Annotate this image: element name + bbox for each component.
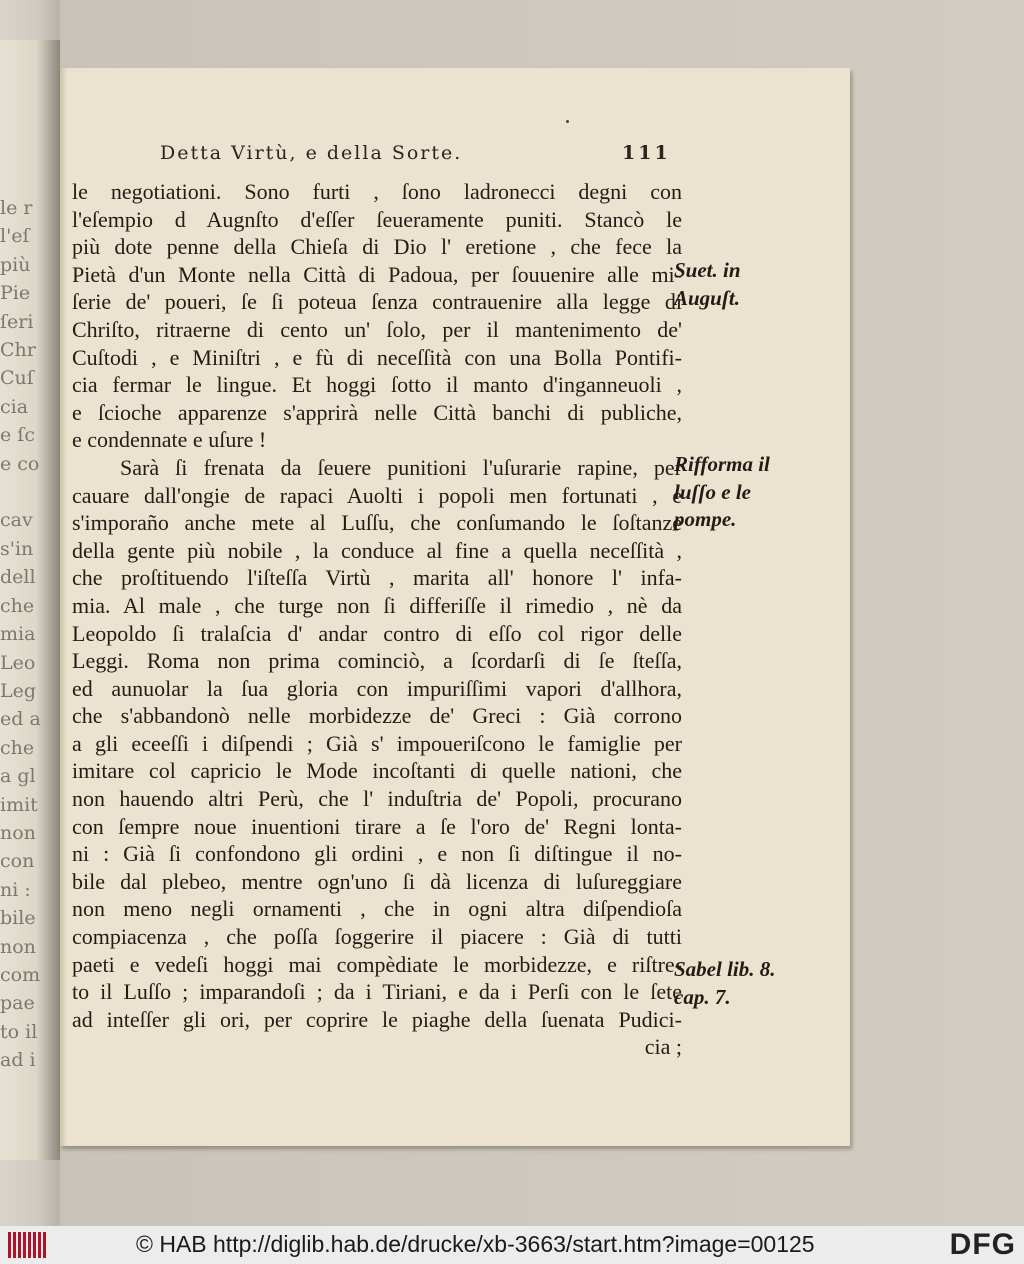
text-line: ſerie de' poueri, ſe ſi poteua ſenza contrauenire alla legge di <box>72 289 682 315</box>
previous-page-fragment: ni : <box>0 878 31 901</box>
text-line: Pietà d'un Monte nella Città di Padoua, per ſouuenire alle mi- <box>72 261 682 287</box>
previous-page-fragment: ad i <box>0 1049 36 1072</box>
book-page <box>60 68 850 1146</box>
previous-page-fragment <box>0 478 60 506</box>
text-line: ed aunuolar la ſua gloria con impuriſſimi vapori d'allhora, <box>72 675 682 701</box>
footer-bar <box>0 1226 1024 1264</box>
text-line: più dote penne della Chieſa di Dio l' eretione , che fece la <box>72 234 682 260</box>
previous-page-fragment: e co <box>0 452 40 475</box>
previous-page-fragment: a gl <box>0 765 36 788</box>
margin-note-line: Rifforma il <box>674 452 770 476</box>
dfg-logo: DFG <box>949 1228 1016 1261</box>
previous-page-fragment: che <box>0 594 35 617</box>
text-line: le negotiationi. Sono furti , ſono ladronecci degni con <box>72 179 682 204</box>
text-line: compiacenza , che poſſa ſoggerire il piacere : Già di tutti <box>72 924 682 950</box>
previous-page-fragment: ed a <box>0 708 41 731</box>
previous-page-fragment: non <box>0 935 36 958</box>
previous-page-text <box>0 194 60 1075</box>
previous-page-fragment: cav <box>0 509 33 532</box>
margin-note-rifforma <box>674 451 770 534</box>
ink-speck <box>566 120 569 123</box>
margin-note-line: Sabel lib. 8. <box>674 957 776 981</box>
copyright-url[interactable]: © HAB http://diglib.hab.de/drucke/xb-3663/start.htm?image=00125 <box>136 1231 815 1257</box>
text-line: non hauendo altri Perù, che l' induſtria de' Popoli, procurano <box>72 786 682 812</box>
text-line: e condennate e uſure ! <box>72 427 267 453</box>
text-line: cauare dall'ongie de rapaci Auolti i popoli men fortunati , e <box>72 482 682 508</box>
hab-logo-icon <box>8 1232 48 1258</box>
previous-page-fragment: bile <box>0 907 36 930</box>
previous-page-fragment: le r <box>0 197 33 219</box>
margin-note-sabellico <box>674 956 776 1011</box>
text-line: della gente più nobile , la conduce al fine a quella neceſſità , <box>72 537 682 563</box>
text-line: s'imporaño anche mete al Luſſu, che conſumando le ſoſtanze <box>72 510 682 536</box>
previous-page-fragment: to il <box>0 1020 38 1043</box>
previous-page-fragment: dell <box>0 566 36 589</box>
text-line: Leopoldo ſi tralaſcia d' andar contro di eſſo col rigor delle <box>72 620 682 646</box>
text-line: imitare col capricio le Mode incoſtanti di quelle nationi, che <box>72 758 682 784</box>
text-line: bile dal plebeo, mentre ogn'uno ſi dà licenza di luſureggiare <box>72 868 682 894</box>
previous-page-fragment: e ſc <box>0 424 35 447</box>
previous-page-fragment: ſeri <box>0 310 34 333</box>
text-line: Chriſto, ritraerne di cento un' ſolo, per il mantenimento de' <box>72 316 682 342</box>
previous-page-fragment: non <box>0 821 36 844</box>
page-body-text <box>72 178 682 1061</box>
previous-page-edge <box>0 40 60 1160</box>
previous-page-fragment: con <box>0 850 35 873</box>
text-line: to il Luſſo ; imparandoſi ; da i Tiriani, e da i Perſi con le ſete <box>72 979 682 1005</box>
text-line: che s'abbandonò nelle morbidezze de' Greci : Già corrono <box>72 703 682 729</box>
text-line: cia ; <box>644 1034 682 1060</box>
previous-page-fragment: s'in <box>0 537 34 560</box>
margin-note-line: pompe. <box>674 507 737 532</box>
text-line: non meno negli ornamenti , che in ogni altra diſpendioſa <box>72 896 682 922</box>
text-line: che proſtituendo l'iſteſſa Virtù , marita all' honore l' infa- <box>72 565 682 591</box>
previous-page-fragment: Cuſ <box>0 367 34 390</box>
margin-note-line: cap. 7. <box>674 984 731 1009</box>
previous-page-fragment: più <box>0 253 31 276</box>
previous-page-fragment: Leg <box>0 679 37 702</box>
text-line: Cuſtodi , e Miniſtri , e fù di neceſſità con una Bolla Pontifi- <box>72 344 682 370</box>
text-line: e ſcioche apparenze s'apprirà nelle Città banchi di publiche, <box>72 399 682 425</box>
previous-page-fragment: l'eſ <box>0 225 30 248</box>
previous-page-fragment: Chr <box>0 339 36 362</box>
previous-page-fragment: mia <box>0 623 36 646</box>
text-line: a gli eceeſſi i diſpendi ; Già s' impoueriſcono le famiglie per <box>72 730 682 756</box>
text-line: l'eſempio d Augnſto d'eſſer ſeueramente puniti. Stancò le <box>72 206 682 232</box>
previous-page-fragment: che <box>0 736 35 759</box>
previous-page-fragment: Pie <box>0 282 31 305</box>
text-line: ni : Già ſi confondono gli ordini , e non ſi diſtingue il no- <box>72 841 682 867</box>
margin-note-line: luſſo e le <box>674 479 751 504</box>
text-line: cia fermar le lingue. Et hoggi ſotto il manto d'inganneuoli , <box>72 372 682 398</box>
previous-page-fragment: cia <box>0 395 29 418</box>
margin-note-suetonius <box>674 257 741 312</box>
text-line: Leggi. Roma non prima cominciò, a ſcordarſi di ſe ſteſſa, <box>72 648 682 674</box>
text-line: ad inteſſer gli ori, per coprire le piaghe della ſuenata Pudici- <box>72 1006 682 1032</box>
previous-page-fragment: com <box>0 963 41 986</box>
running-head-title: Detta Virtù, e della Sorte. <box>160 142 463 164</box>
margin-note-line: Auguſt. <box>674 285 740 310</box>
text-line: con ſempre noue inuentioni tirare a ſe l'oro de' Regni lonta- <box>72 813 682 839</box>
previous-page-fragment: Leo <box>0 651 36 674</box>
previous-page-fragment: imit <box>0 793 38 816</box>
text-line: mia. Al male , che turge non ſi differiſſe il rimedio , nè da <box>72 592 682 618</box>
page-number: 111 <box>622 142 671 164</box>
text-line: Sarà ſi frenata da ſeuere punitioni l'uſurarie rapine, per <box>120 454 682 480</box>
text-line: paeti e vedeſi hoggi mai compèdiate le morbidezze, e riſtre- <box>72 951 682 977</box>
margin-note-line: Suet. in <box>674 258 741 282</box>
previous-page-fragment: pae <box>0 992 35 1015</box>
